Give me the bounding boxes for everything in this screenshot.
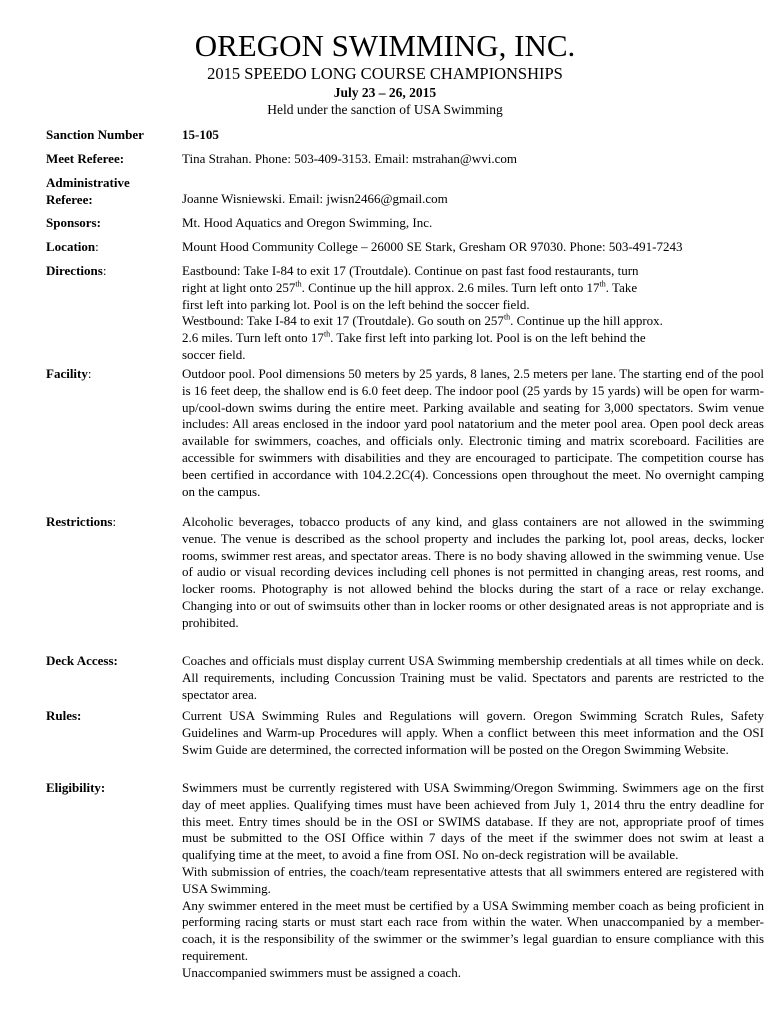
admin-referee-label-line1: Administrative bbox=[46, 175, 130, 190]
facility-text: Outdoor pool. Pool dimensions 50 meters by 25 yards, 8 lanes, 2.5 meters per lane. The starting end of the pool is 16 feet deep, the shallow end is 6.0 feet deep. The indoor pool (25 yards by 15 yards) will be open for warm-up/cool-down swims during the entire meet. Parking available and seating for 3,000 spectators. Swim venue includes: All areas enclosed in the indoor yard pool natatorium and the meter pool area. Open pool deck areas available for swimmers, coaches, and officials only. Electronic timing and matrix scoreboard. Facilities are accessible for swimmers with disabilities and they are encouraged to participate. The competition course has been certified in accordance with 104.2.2C(4). Concessions open throughout the meet. No overnight camping on the campus. bbox=[182, 366, 764, 499]
facility-label: Facility: bbox=[46, 366, 92, 381]
deck-access-row bbox=[46, 653, 764, 703]
location-value: Mount Hood Community College – 26000 SE Stark, Gresham OR 97030. Phone: 503-491-7243 bbox=[182, 239, 683, 254]
rules-row bbox=[46, 708, 764, 776]
sanction-label: Sanction Number bbox=[46, 127, 144, 142]
doc-title: OREGON SWIMMING, INC. bbox=[194, 28, 576, 63]
eligibility-paragraph-4: Unaccompanied swimmers must be assigned a coach. bbox=[182, 964, 462, 980]
directions-west-line1: Westbound: Take I-84 to exit 17 (Troutdale). Go south on 257th. Continue up the hill approx. bbox=[182, 313, 663, 329]
eligibility-label: Eligibility: bbox=[46, 780, 106, 795]
directions-east-line1: Eastbound: Take I-84 to exit 17 (Troutdale). Continue on past fast food restaurants, turn bbox=[182, 263, 639, 278]
deck-access-label: Deck Access: bbox=[46, 653, 118, 668]
sanction-value: 15-105 bbox=[182, 127, 219, 142]
location-label: Location: bbox=[46, 239, 99, 254]
directions-west-line2: 2.6 miles. Turn left onto 17th. Take first left into parking lot. Pool is on the left behind the bbox=[182, 329, 646, 346]
sponsors-label: Sponsors: bbox=[46, 215, 101, 230]
restrictions-text: Alcoholic beverages, tobacco products of any kind, and glass containers are not allowed in the swimming venue. The venue is described as the school property and includes the parking lot, pool areas, decks, locker rooms, swimmer rest areas, and spectator areas. There is no body shaving allowed in the swimming venue. Use of audio or visual recording devices including cell phones is not permitted in changing areas, rest rooms, and locker rooms. Photography is not allowed behind the blocks during the start of a race or relay exchange. Changing into or out of swimsuits other than in locker rooms or other designated areas is not appropriate and is prohibited. bbox=[182, 514, 764, 630]
meet-name: 2015 SPEEDO LONG COURSE CHAMPIONSHIPS bbox=[207, 64, 563, 83]
directions-east-line2: right at light onto 257th. Continue up the hill approx. 2.6 miles. Turn left onto 17th. Take bbox=[182, 279, 638, 295]
admin-referee-value: Joanne Wisniewski. Email: jwisn2466@gmail.com bbox=[182, 191, 448, 206]
facility-row bbox=[46, 366, 764, 514]
sanction-row bbox=[46, 127, 726, 145]
meet-referee-value: Tina Strahan. Phone: 503-409-3153. Email: mstrahan@wvi.com bbox=[182, 151, 518, 166]
directions-east-line3: first left into parking lot. Pool is on the left behind the soccer field. bbox=[182, 296, 530, 312]
eligibility-paragraph-1: Swimmers must be currently registered with USA Swimming/Oregon Swimming. Swimmers age on the first day of meet applies. Qualifying times must have been achieved from July 1, 2014 thru the entry deadline for this meet. Entry times should be in the OSI or SWIMS database. If they are not, appropriate proof of times must be submitted to the OSI Office within 7 days of the meet if the swimmer does not swim at least a qualifying time at the meet, to avoid a fine from OSI. No on-deck registration will be available. bbox=[182, 780, 764, 863]
location-row bbox=[46, 239, 726, 257]
deck-access-text: Coaches and officials must display current USA Swimming membership credentials at all times while on deck. All requirements, including Concussion Training must be valid. Spectators and parents are restricted to the spectator area. bbox=[182, 653, 764, 702]
sponsors-row bbox=[46, 215, 726, 233]
rules-text: Current USA Swimming Rules and Regulations will govern. Oregon Swimming Scratch Rules, Safety Guidelines and Warm-up Procedures will apply. When a conflict between this meet information and the OSI Swim Guide are determined, the corrected information will be posted on the Oregon Swimming Website. bbox=[182, 708, 764, 757]
eligibility-paragraph-2: With submission of entries, the coach/team representative attests that all swimmers entered are registered with USA Swimming. bbox=[182, 863, 764, 896]
directions-west-line3: soccer field. bbox=[182, 346, 246, 362]
admin-referee-label bbox=[46, 175, 176, 209]
restrictions-label: Restrictions: bbox=[46, 514, 117, 529]
directions-value bbox=[182, 263, 764, 364]
rules-label: Rules: bbox=[46, 708, 82, 723]
meet-dates: July 23 – 26, 2015 bbox=[333, 85, 437, 100]
meet-referee-label: Meet Referee: bbox=[46, 151, 125, 166]
restrictions-row bbox=[46, 514, 764, 644]
admin-referee-row bbox=[46, 175, 726, 211]
eligibility-row bbox=[46, 780, 764, 1000]
admin-referee-label-line2: Referee: bbox=[46, 191, 93, 207]
directions-row bbox=[46, 263, 726, 362]
eligibility-text bbox=[182, 780, 764, 982]
directions-label: Directions: bbox=[46, 263, 107, 278]
sanction-line: Held under the sanction of USA Swimming bbox=[267, 102, 503, 117]
eligibility-paragraph-3: Any swimmer entered in the meet must be certified by a USA Swimming member coach as being proficient in performing racing starts or must start each race from within the water. When unaccompanied by a member-coach, it is the responsibility of the swimmer or the swimmer’s legal guardian to ensure compliance with this requirement. bbox=[182, 897, 764, 963]
sponsors-value: Mt. Hood Aquatics and Oregon Swimming, Inc. bbox=[182, 215, 433, 230]
meet-referee-row bbox=[46, 151, 726, 169]
